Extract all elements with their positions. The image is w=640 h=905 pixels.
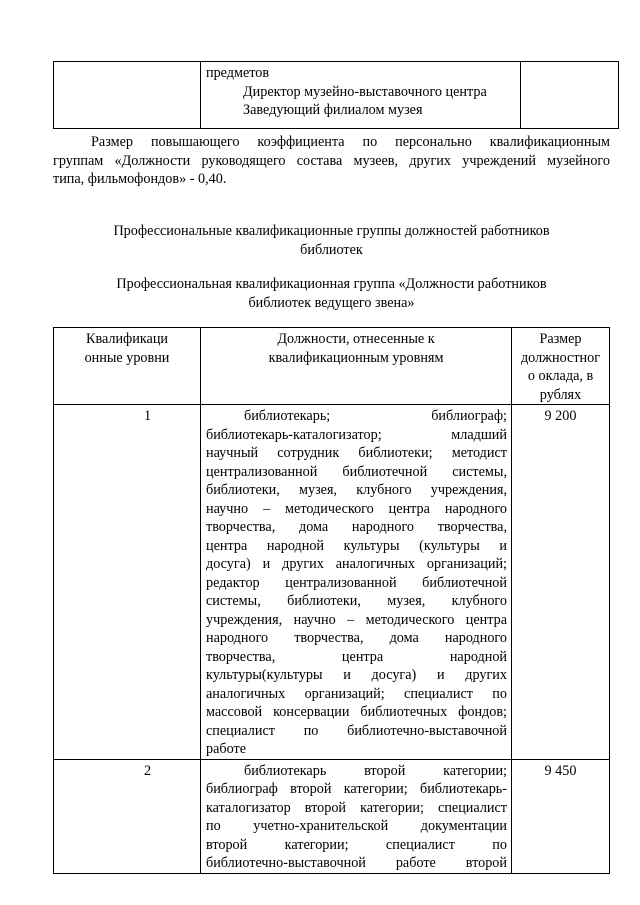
header-line: онные уровни [84,349,170,366]
section-heading [53,222,610,259]
positions-cell [201,405,512,760]
position-line: библиотекарь; библиограф; [244,408,507,424]
table-cell-positions [201,62,521,129]
heading-line: библиотек [300,241,363,258]
heading-line: Профессиональная квалификационная группа «Должности работников [116,276,547,292]
table-row [54,405,610,760]
position-line: специалист по библиотечно-выставочной [206,722,507,739]
position-line: научный сотрудник библиотеки; методист [206,445,507,461]
position-line: досуга) и других аналогичных организаций; [206,556,507,572]
header-line: квалификационным уровням [268,349,444,366]
position-line: централизованной библиотечной системы, [206,463,507,480]
header-line: рублях [539,386,582,403]
table-cell-empty [54,62,201,129]
position-line: учреждения, научно – методического центра [206,611,507,628]
table-row [54,759,610,873]
level-cell [54,405,201,760]
position-line: библиотекарь-каталогизатор; младший [206,426,507,443]
table-cell-empty [521,62,619,129]
position-line: по учетно-хранительской документации [206,818,507,834]
position-line: центра народной культуры (культуры и [206,537,507,554]
salary-value: 9 200 [544,408,577,424]
position-line: второй категории; специалист по [206,836,507,853]
position-line: массовой консервации библиотечных фондов; [206,704,507,720]
position-line: редактор централизованной библиотечной [206,574,507,591]
table-header-row [54,328,610,405]
salary-value: 9 450 [544,762,577,779]
position-line: библиотекарь второй категории; [244,762,507,779]
position-line: Заведующий филиалом музея [243,102,423,118]
coefficient-paragraph [53,133,610,189]
paragraph-line: группам «Должности руководящего состава музеев, других учреждений музейного [53,152,610,169]
position-line: каталогизатор второй категории; специалист [206,799,507,816]
header-line: должностног [520,349,601,366]
paragraph-line: типа, фильмофондов» - 0,40. [53,171,227,187]
level-value: 2 [144,762,152,779]
header-salary [512,328,610,405]
salary-table [53,327,610,874]
position-line: аналогичных организаций; специалист по [206,685,507,702]
table-row [54,62,619,129]
level-value: 1 [144,408,152,424]
header-level [54,328,201,405]
previous-table-fragment [53,61,619,129]
salary-cell [512,759,610,873]
header-line: о оклада, в [527,368,594,384]
header-positions [201,328,512,405]
positions-cell [201,759,512,873]
position-line: творчества, дома народного творчества, [206,519,507,535]
position-line: системы, библиотеки, музея, клубного [206,593,507,609]
position-line: научно – методического центра народного [206,500,507,517]
header-line: Размер [539,331,582,347]
header-line: Квалификаци [85,331,168,347]
heading-line: Профессиональные квалификационные группы должностей работников [113,223,550,239]
position-line: библиотеки, музея, клубного учреждения, [206,482,507,498]
heading-line: библиотек ведущего звена» [248,294,415,311]
position-line: народного творчества, дома народного [206,630,507,646]
group-heading [53,275,610,312]
salary-cell [512,405,610,760]
paragraph-line: Размер повышающего коэффициента по персонально квалификационным [91,134,610,150]
level-cell [54,759,201,873]
position-line: предметов [206,65,270,81]
header-line: Должности, отнесенные к [277,331,435,347]
position-line: работе [206,741,247,757]
position-line: Директор музейно-выставочного центра [243,83,487,100]
position-line: культуры(культуры и досуга) и других [206,667,507,683]
position-line: библиограф второй категории; библиотекарь- [206,781,507,797]
position-line: творчества, центра народной [206,648,507,665]
position-line: библиотечно-выставочной работе второй [206,855,507,871]
